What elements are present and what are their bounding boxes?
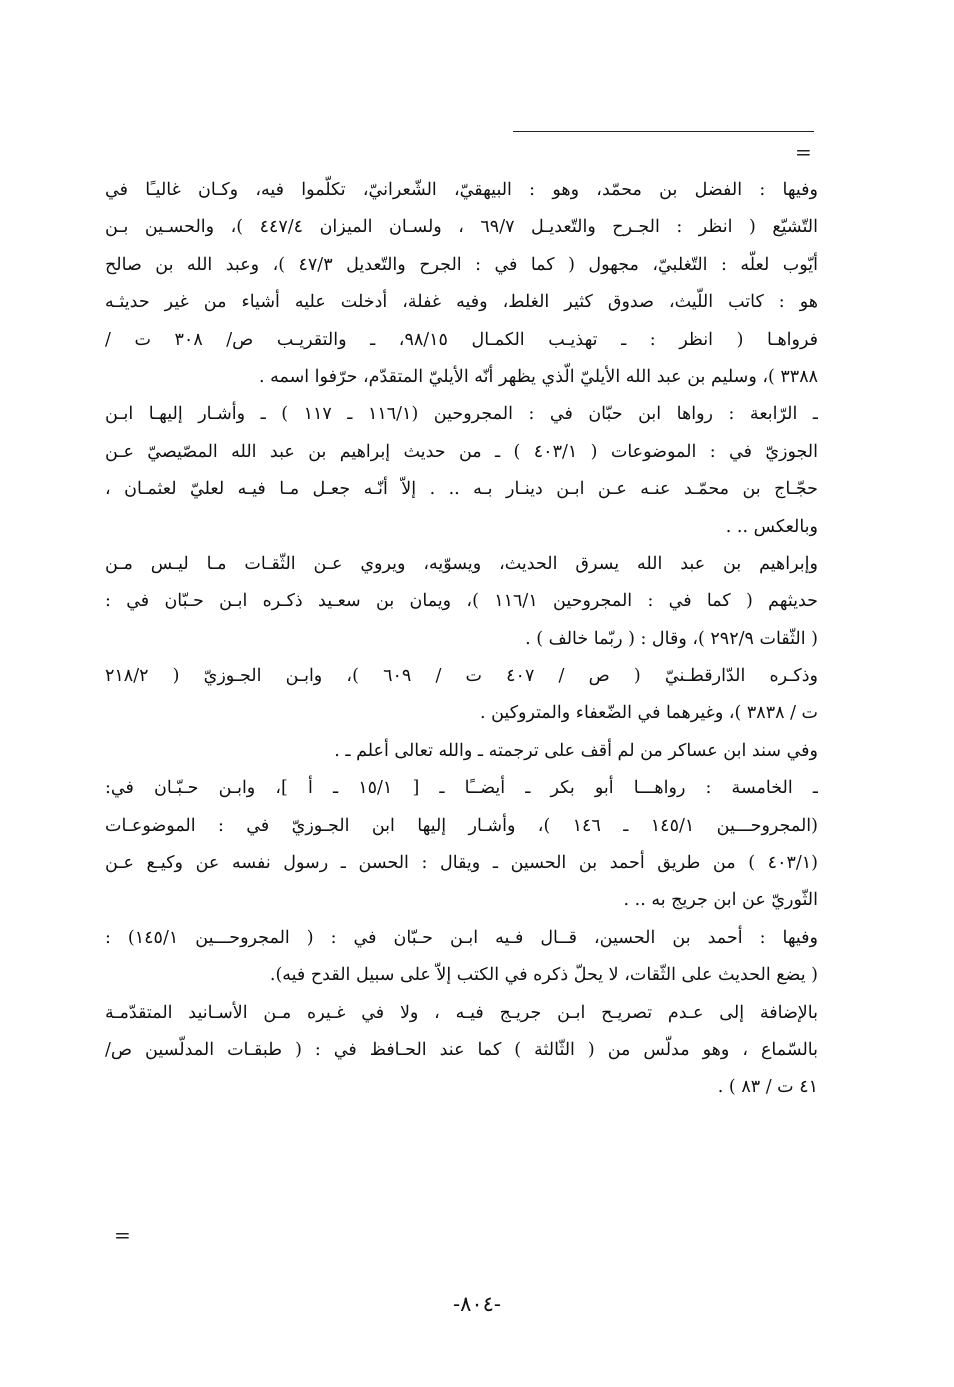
- text-line: ( يضع الحديث على الثّقات، لا يحلّ ذكره في الكتب إلاّ على سبيل القدح فيه).: [269, 965, 818, 986]
- text-line: وبالعكس .. .: [725, 516, 818, 537]
- text-line: هو : كاتب اللّيث، صدوق كثير الغلط، وفيه غفلة، أدخلت عليه أشياء من غير حديثـه: [105, 292, 818, 313]
- text-line: (المجروحـــين ١٤٥/١ ـ ١٤٦ )، وأشـار إليها ابن الجـوزيّ في : الموضوعـات: [105, 815, 818, 836]
- page-number: -٨٠٤-: [452, 1292, 502, 1316]
- text-line: ـ الخامسة : رواهـــا أبو بكر ـ أيضــًا ـ [ ١٥/١ ـ أ ]، وابـن حـبّـان في:: [105, 778, 818, 799]
- text-line: التّشيّع ( انظر : الجـرح والتّعديـل ٦٩/٧ ، ولسـان الميزان ٤٤٧/٤ )، والحسـين بـن: [105, 217, 818, 238]
- footnote-separator-rule: [513, 131, 814, 132]
- text-line: ت / ٣٨٣٨ )، وغيرهما في الضّعفاء والمتروكين .: [479, 703, 818, 724]
- text-line: ٤١ ت / ٨٣ ) .: [717, 1077, 818, 1098]
- footnote-text-block: [105, 172, 818, 1107]
- text-line: ( الثّقات ٢٩٢/٩ )، وقال : ( ربّما خالف ) .: [525, 628, 818, 649]
- continuation-mark-bottom: =: [114, 1223, 131, 1247]
- text-line: وذكـره الدّارقطـنيّ ( ص / ٤٠٧ ت / ٦٠٩ )، وابـن الجـوزيّ ( ٢١٨/٢: [105, 666, 818, 687]
- text-line: حديثهم ( كما في : المجروحين ١١٦/١ )، ويمان بن سعـيد ذكـره ابـن حـبّان في :: [105, 591, 818, 612]
- text-line: الثّوريّ عن ابن جريج به .. .: [623, 890, 818, 911]
- text-line: الجوزيّ في : الموضوعات ( ٤٠٣/١ ) ـ من حديث إبراهيم بن عبد الله المصّيصيّ عـن: [105, 441, 818, 462]
- text-line: حجّـاج بن محمّـد عنـه عـن ابـن دينـار بـه .. . إلاّ أنّـه جعـل مـا فيـه لعليّ لعثمـان ،: [105, 479, 818, 500]
- text-line: وإبراهيم بن عبد الله يسرق الحديث، ويسوّيه، ويروي عـن الثّقـات مـا ليـس مـن: [105, 553, 818, 574]
- text-line: وفيها : الفضل بن محمّد، وهو : البيهقيّ، الشّعرانيّ، تكلّموا فيه، وكـان غاليـًا في: [105, 180, 818, 200]
- text-line: أيّوب لعلّه : التّغلبيّ، مجهول ( كما في : الجرح والتّعديل ٤٧/٣ )، وعبد الله بن صالح: [105, 254, 818, 275]
- text-line: بالسّماع ، وهو مدلّس من ( الثّالثة ) كما عند الحـافظ في : ( طبقـات المدلّسين ص/: [105, 1039, 818, 1060]
- text-line: بالإضافة إلى عـدم تصريـح ابـن جريـج فيـه ، ولا في غـيره مـن الأسـانيد المتقدّمـة: [105, 1002, 818, 1023]
- text-line: ٣٣٨٨ )، وسليم بن عبد الله الأيليّ الّذي يظهر أنّه الأيليّ المتقدّم، حرّفوا اسمه .: [258, 366, 818, 387]
- continuation-mark-top: =: [795, 140, 812, 164]
- text-line: فرواهـا ( انظر : ـ تهذيـب الكمـال ٩٨/١٥، ـ والتقريـب ص/ ٣٠٨ ت /: [105, 329, 818, 350]
- text-line: وفيها : أحمد بن الحسين، قــال فـيه ابـن حـبّان في : ( المجروحـــين ١٤٥/١) :: [105, 927, 818, 948]
- text-line: ـ الرّابعة : رواها ابن حبّان في : المجروحين (١١٦/١ ـ ١١٧ ) ـ وأشـار إليهـا ابـن: [105, 404, 818, 425]
- text-line: وفي سند ابن عساكر من لم أقف على ترجمته ـ والله تعالى أعلم ـ .: [334, 740, 818, 761]
- text-line: (٤٠٣/١ ) من طريق أحمد بن الحسين ـ ويقال : الحسن ـ رسول نفسه عن وكيـع عـن: [105, 853, 818, 874]
